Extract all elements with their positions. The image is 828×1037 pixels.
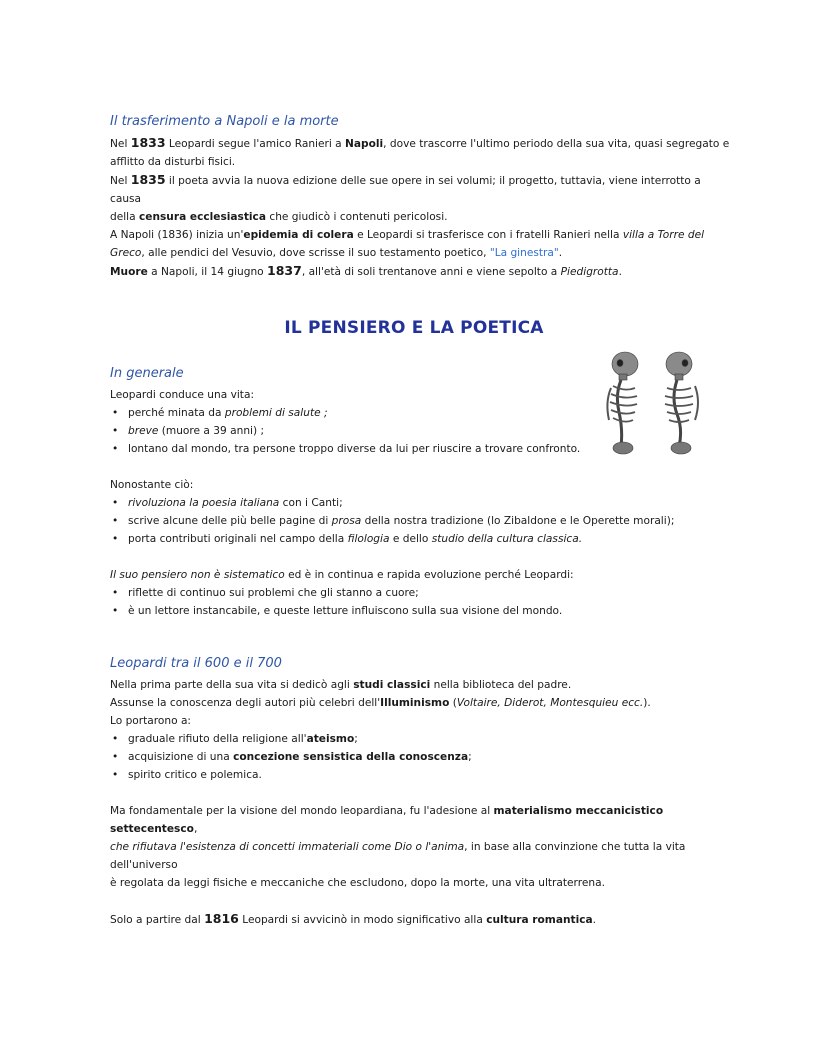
paragraph: Nonostante ciò: [110, 479, 194, 491]
list-item: • acquisizione di una concezione sensistica della conoscenza; [110, 748, 730, 766]
list-item: • spirito critico e polemica. [110, 766, 730, 784]
la-ginestra-link[interactable]: "La ginestra" [489, 247, 559, 259]
list-item: • riflette di continuo sui problemi che gli stanno a cuore; [110, 584, 730, 602]
list-item: • breve (muore a 39 anni) ; [110, 422, 730, 440]
list-item: • graduale rifiuto della religione all'ateismo; [110, 730, 730, 748]
bullet-list [110, 584, 730, 620]
bullet-list [110, 494, 730, 548]
section-600-700 [110, 655, 730, 929]
section-title: Leopardi tra il 600 e il 700 [110, 656, 282, 671]
paragraph: Nella prima parte della sua vita si dedicò agli studi classici nella biblioteca del padre. Assunse la conoscenza degli autori più celebri dell'Illuminismo (Voltaire, Diderot, Montesquieu ecc.). Lo portarono a: [110, 679, 651, 727]
list-item: • scrive alcune delle più belle pagine di prosa della nostra tradizione (lo Zibaldone e le Operette morali); [110, 512, 730, 530]
paragraph: Ma fondamentale per la visione del mondo leopardiana, fu l'adesione al materialismo meccanicistico settecentesco, che rifiutava l'esistenza di concetti immateriali come Dio o l'anima, in base alla convinzione che tutta la vita dell'universo è regolata da leggi fisiche e meccaniche che escludono, dopo la morte, una vita ultraterrena. [110, 805, 686, 889]
paragraph: Il suo pensiero non è sistematico ed è in continua e rapida evoluzione perché Leopardi: [110, 569, 574, 581]
paragraph: Nel 1833 Leopardi segue l'amico Ranieri a Napoli, dove trascorre l'ultimo periodo della sua vita, quasi segregato e afflitto da disturbi fisici. Nel 1835 il poeta avvia la nuova edizione delle sue opere in sei volumi; il progetto, tuttavia, viene interrotto a causa della censura ecclesiastica che giudicò i contenuti pericolosi. A Napoli (1836) inizia un'epidemia di colera e Leopardi si trasferisce con i fratelli Ranieri nella villa a Torre del Greco, alle pendici del Vesuvio, dove scrisse il suo testamento poetico, "La ginestra". Muore a Napoli, il 14 giugno 1837, all'età di soli trentanove anni e viene sepolto a Piedigrotta. [110, 135, 730, 278]
skeleton-image [597, 350, 719, 458]
section-title: In generale [110, 366, 184, 381]
list-item: • porta contributi originali nel campo della filologia e dello studio della cultura classica. [110, 530, 730, 548]
section-title: Il trasferimento a Napoli e la morte [110, 114, 339, 129]
bullet-list [110, 730, 730, 784]
paragraph: Leopardi conduce una vita: [110, 389, 255, 401]
section-trasferimento [110, 113, 730, 281]
list-item: • lontano dal mondo, tra persone troppo diverse da lui per riuscire a trovare confronto. [110, 440, 730, 458]
main-title: IL PENSIERO E LA POETICA [284, 318, 544, 338]
paragraph: Solo a partire dal 1816 Leopardi si avvicinò in modo significativo alla cultura romantica. [110, 911, 597, 926]
list-item: • rivoluziona la poesia italiana con i Canti; [110, 494, 730, 512]
list-item: • perché minata da problemi di salute ; [110, 404, 730, 422]
list-item: • è un lettore instancabile, e queste letture influiscono sulla sua visione del mondo. [110, 602, 730, 620]
